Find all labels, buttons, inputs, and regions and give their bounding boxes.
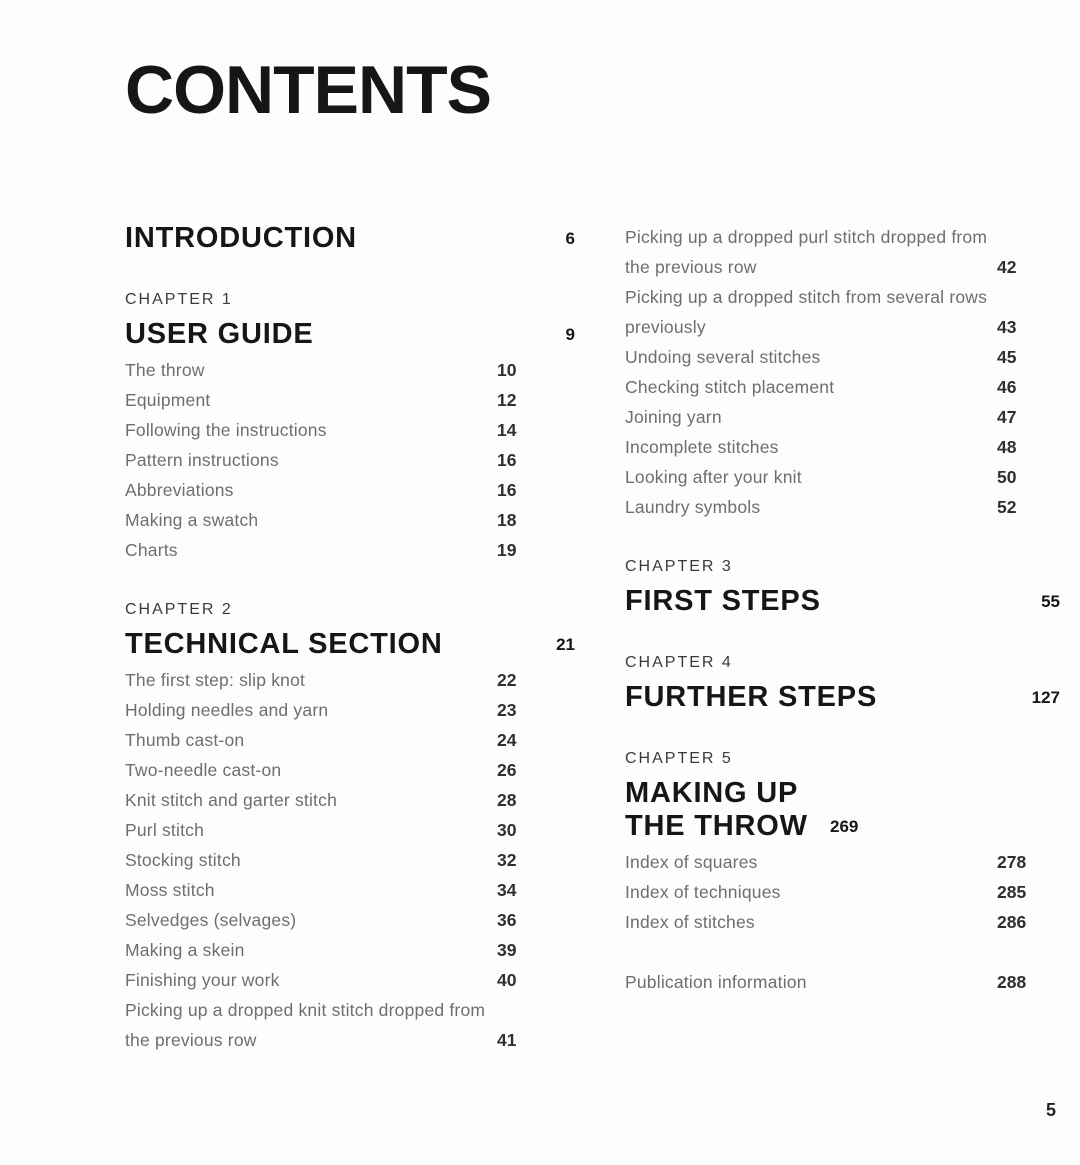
toc-entry-page: 23: [497, 700, 517, 720]
toc-entry: [125, 905, 575, 935]
page-title: CONTENTS: [125, 52, 491, 128]
toc-entry: [125, 815, 575, 845]
toc-entry-label: The first step: slip knot: [125, 670, 306, 690]
toc-entry-label: Holding needles and yarn: [125, 700, 329, 720]
chapter-3-label: CHAPTER 3: [625, 558, 733, 575]
toc-entry: [625, 282, 1060, 342]
toc-entry-label: Equipment: [125, 390, 211, 410]
toc-entry-label: Knit stitch and garter stitch: [125, 790, 338, 810]
toc-entry: [125, 995, 575, 1055]
toc-entry: [125, 475, 575, 505]
toc-entry-page: 278: [997, 852, 1027, 872]
toc-columns: [0, 222, 1080, 1055]
chapter-5-label: CHAPTER 5: [625, 750, 733, 767]
toc-heading-label: MAKING UP THE THROW: [625, 777, 808, 842]
toc-entry: [625, 847, 1060, 877]
toc-entry: [125, 875, 575, 905]
toc-heading-page: 21: [556, 635, 575, 654]
toc-entry-page: 52: [997, 497, 1017, 517]
toc-entry: [125, 695, 575, 725]
toc-entry-label: Incomplete stitches: [625, 437, 779, 457]
toc-entry-label: Charts: [125, 540, 178, 560]
toc-entry-label: Moss stitch: [125, 880, 215, 900]
toc-entry-page: 32: [497, 850, 517, 870]
toc-entry-label: Making a skein: [125, 940, 245, 960]
toc-entry-label: Joining yarn: [625, 407, 722, 427]
toc-entry-page: 285: [997, 882, 1027, 902]
toc-entry-page: 45: [997, 347, 1017, 367]
toc-heading-label: USER GUIDE: [125, 318, 314, 350]
toc-heading-page: 269: [830, 817, 859, 836]
toc-entry-label: Finishing your work: [125, 970, 280, 990]
chapter-1-label: CHAPTER 1: [125, 291, 233, 308]
toc-heading-page: 55: [1041, 592, 1060, 611]
toc-entry-label: Index of squares: [625, 852, 758, 872]
toc-heading-technical-section: [125, 628, 575, 661]
toc-entry-label: Following the instructions: [125, 420, 327, 440]
toc-heading-label: INTRODUCTION: [125, 222, 357, 254]
toc-entry-page: 40: [497, 970, 517, 990]
toc-left-column: [125, 222, 575, 1055]
toc-entry: [125, 415, 575, 445]
toc-entry-page: 24: [497, 730, 517, 750]
toc-entry: [125, 725, 575, 755]
toc-heading-making-up-the-throw: [625, 777, 1060, 843]
toc-entry-page: 43: [997, 317, 1017, 337]
toc-entry-label: Checking stitch placement: [625, 377, 835, 397]
toc-heading-label: FURTHER STEPS: [625, 681, 878, 713]
chapter-4-label: CHAPTER 4: [625, 654, 733, 671]
toc-entry-page: 22: [497, 670, 517, 690]
toc-entry-page: 41: [497, 1030, 517, 1050]
toc-entry-label: Looking after your knit: [625, 467, 802, 487]
toc-entry: [625, 492, 1060, 522]
toc-entry-page: 286: [997, 912, 1027, 932]
toc-entry-page: 19: [497, 540, 517, 560]
toc-entry-page: 47: [997, 407, 1017, 427]
toc-entry: [125, 755, 575, 785]
toc-entry: [625, 372, 1060, 402]
toc-entry-label: Index of stitches: [625, 912, 755, 932]
toc-heading-first-steps: [625, 585, 1060, 618]
toc-entry-page: 46: [997, 377, 1017, 397]
toc-entry: [125, 385, 575, 415]
toc-heading-label: FIRST STEPS: [625, 585, 821, 617]
toc-entry-page: 34: [497, 880, 517, 900]
toc-heading-page: 127: [1031, 688, 1060, 707]
toc-entry-label: Publication information: [625, 972, 807, 992]
toc-entry-page: 48: [997, 437, 1017, 457]
toc-heading-user-guide: [125, 318, 575, 351]
toc-entry-label: Pattern instructions: [125, 450, 279, 470]
toc-entry-label: Two-needle cast-on: [125, 760, 282, 780]
toc-entry-page: 12: [497, 390, 517, 410]
toc-entry-label: Making a swatch: [125, 510, 259, 530]
toc-entry-label: Undoing several stitches: [625, 347, 821, 367]
footer-page-number: 5: [1045, 1100, 1056, 1120]
toc-entry-label: Index of techniques: [625, 882, 781, 902]
toc-entry: [125, 935, 575, 965]
toc-entry-page: 36: [497, 910, 517, 930]
toc-entry-page: 14: [497, 420, 517, 440]
toc-entry-label: Stocking stitch: [125, 850, 241, 870]
toc-entry: [125, 505, 575, 535]
toc-entry-page: 16: [497, 450, 517, 470]
toc-entry-page: 26: [497, 760, 517, 780]
toc-entry-label: Thumb cast-on: [125, 730, 245, 750]
toc-entry: [125, 845, 575, 875]
toc-entry-label: Picking up a dropped knit stitch dropped from the previous row: [125, 1000, 486, 1050]
toc-entry: [625, 402, 1060, 432]
toc-entry: [125, 445, 575, 475]
toc-entry: [625, 462, 1060, 492]
toc-entry-page: 18: [497, 510, 517, 530]
toc-entry-page: 42: [997, 257, 1017, 277]
toc-entry: [625, 342, 1060, 372]
toc-heading-page: 6: [565, 229, 575, 248]
toc-entry: [125, 965, 575, 995]
toc-entry: [625, 967, 1060, 997]
toc-entry-page: 288: [997, 972, 1027, 992]
toc-heading-label: TECHNICAL SECTION: [125, 628, 443, 660]
toc-entry: [125, 535, 575, 565]
toc-entry: [625, 907, 1060, 937]
toc-right-column: [625, 222, 1060, 1055]
toc-entry: [625, 432, 1060, 462]
toc-heading-further-steps: [625, 681, 1060, 714]
toc-entry-label: Abbreviations: [125, 480, 234, 500]
toc-entry-label: Picking up a dropped purl stitch dropped from the previous row: [625, 227, 988, 277]
toc-entry-page: 10: [497, 360, 517, 380]
toc-entry-page: 39: [497, 940, 517, 960]
toc-entry-label: Selvedges (selvages): [125, 910, 297, 930]
toc-entry: [125, 665, 575, 695]
toc-entry-label: Picking up a dropped stitch from several rows previously: [625, 287, 988, 337]
chapter-2-label: CHAPTER 2: [125, 601, 233, 618]
toc-entry-label: The throw: [125, 360, 205, 380]
toc-entry-label: Laundry symbols: [625, 497, 761, 517]
toc-entry: [125, 355, 575, 385]
toc-entry: [625, 877, 1060, 907]
toc-entry-label: Purl stitch: [125, 820, 205, 840]
toc-entry: [125, 785, 575, 815]
toc-entry-page: 16: [497, 480, 517, 500]
toc-heading-introduction: [125, 222, 575, 255]
toc-entry-page: 30: [497, 820, 517, 840]
toc-entry-page: 28: [497, 790, 517, 810]
toc-entry-page: 50: [997, 467, 1017, 487]
toc-heading-page: 9: [565, 325, 575, 344]
toc-entry: [625, 222, 1060, 282]
